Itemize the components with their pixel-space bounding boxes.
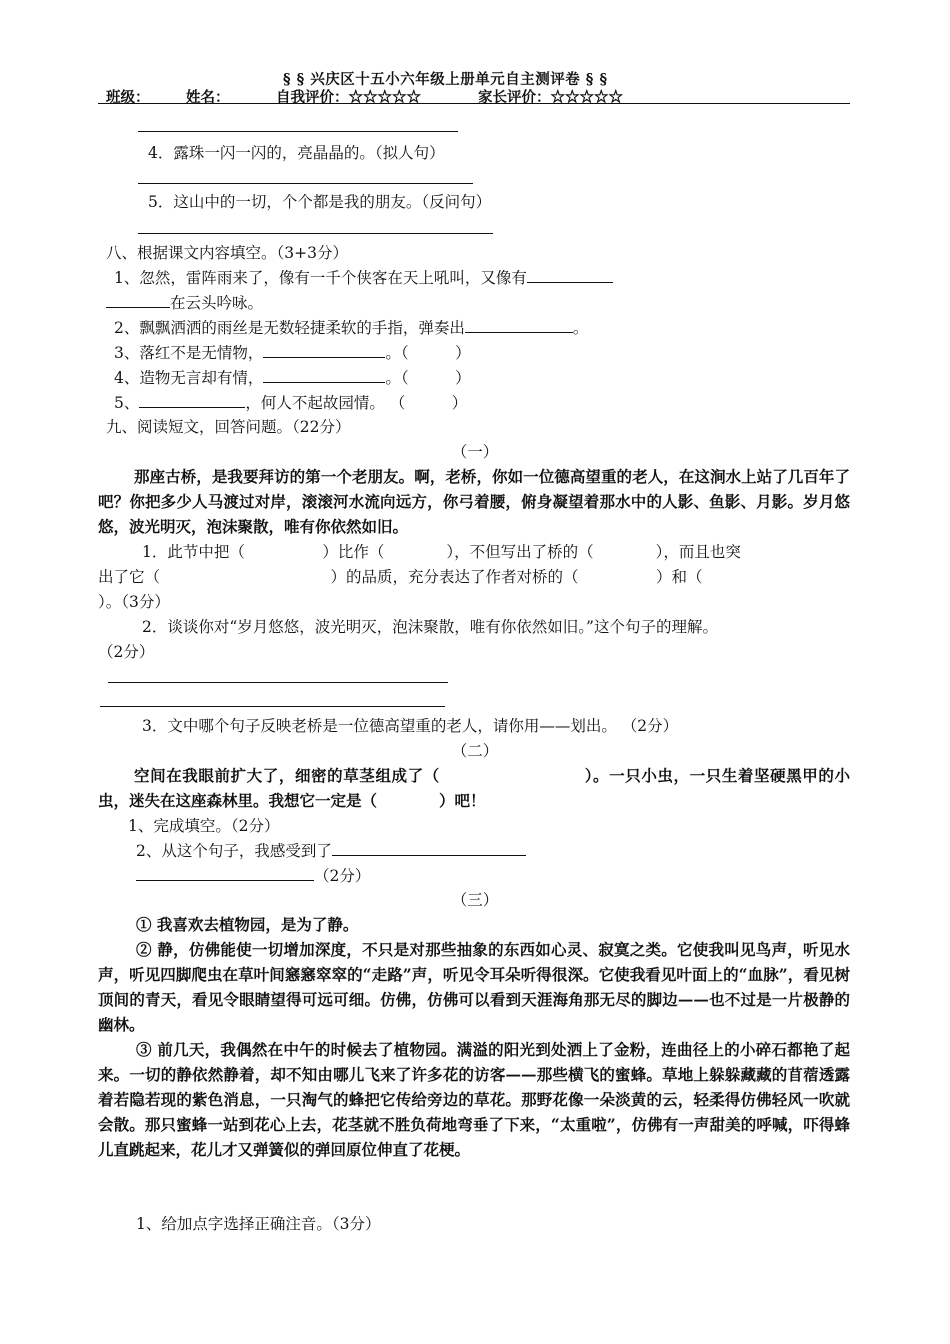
question-8-2-end: 。 <box>572 319 589 337</box>
part-3-heading: （三） <box>451 891 499 909</box>
parent-eval-label: 家长评价：☆☆☆☆☆ <box>478 89 623 106</box>
question-9-1-1-cont: 出了它（ ）的品质，充分表达了作者对桥的（ ）和（ <box>98 568 703 586</box>
name-label: 姓名： <box>186 89 230 106</box>
question-8-2-text: 2、飘飘洒洒的雨丝是无数轻捷柔软的手指，弹奏出 <box>114 319 465 337</box>
question-8-5 <box>114 391 467 413</box>
fill-blank <box>465 317 573 333</box>
part-1-heading: （一） <box>451 443 499 461</box>
section-9-title: 九、阅读短文，回答问题。（22分） <box>106 418 351 436</box>
question-9-2-2-cont <box>136 864 370 886</box>
question-8-1-text-b: 在云头吟咏。 <box>170 294 264 312</box>
fill-blank <box>139 392 245 408</box>
question-9-1-1: 1．此节中把（ ）比作（ ），不但写出了桥的（ ），而且也突 <box>142 543 741 561</box>
question-9-1-2: 2．谈谈你对“岁月悠悠，波光明灭，泡沫聚散，唯有你依然如旧。”这个句子的理解。 <box>142 618 718 636</box>
question-8-5-text: 5、 <box>114 394 140 412</box>
passage-1-text: 那座古桥，是我要拜访的第一个老朋友。啊，老桥，你如一位德高望重的老人，在这涧水上站了几百年了吧？你把多少人马渡过对岸，滚滚河水流向远方，你弓着腰，俯身凝望着那水中的人影、鱼影、月影。岁月悠悠，波光明灭，泡沫聚散，唯有你依然如旧。 <box>98 467 850 536</box>
part-2-heading: （二） <box>451 742 499 760</box>
passage-3 <box>98 912 850 1162</box>
self-eval-label: 自我评价：☆☆☆☆☆ <box>276 89 421 106</box>
passage-3-para-2: ② 静，仿佛能使一切增加深度，不只是对那些抽象的东西如心灵、寂寞之类。它使我叫见鸟声，听见水声，听见四脚爬虫在草叶间窸窸窣窣的“走路”声，听见令耳朵听得很深。它使我看见叶面上的“血脉”，看见树顶间的青天，看见令眼睛望得可远可细。仿佛，仿佛可以看到天涯海角那无尽的脚边——也不过是一片极静的幽林。 <box>98 940 850 1034</box>
fill-blank <box>136 865 314 881</box>
question-9-3-1: 1、给加点字选择正确注音。（3分） <box>136 1215 381 1233</box>
fill-blank <box>106 292 170 308</box>
fill-blank <box>332 840 526 856</box>
answer-line <box>138 131 458 132</box>
passage-2 <box>98 763 850 813</box>
header-fields <box>106 86 846 104</box>
question-9-2-2-score: （2分） <box>314 867 371 885</box>
question-8-4-end: 。（ ） <box>385 369 471 387</box>
question-7-4: 4．露珠一闪一闪的，亮晶晶的。（拟人句） <box>148 144 445 162</box>
question-8-1 <box>114 266 613 288</box>
question-9-2-2-text: 2、从这个句子，我感受到了 <box>136 842 332 860</box>
section-8-title: 八、根据课文内容填空。（3+3分） <box>106 244 348 262</box>
question-8-1-text: 1、忽然，雷阵雨来了，像有一千个侠客在天上吼叫，又像有 <box>114 269 527 287</box>
fill-blank <box>527 267 613 283</box>
question-8-4-text: 4、造物无言却有情， <box>114 369 264 387</box>
passage-1 <box>98 464 850 539</box>
exam-title: § § 兴庆区十五小六年级上册单元自主测评卷 § § <box>283 71 608 88</box>
question-9-1-2-score: （2分） <box>98 643 155 661</box>
passage-3-para-1: ① 我喜欢去植物园，是为了静。 <box>136 915 359 934</box>
question-9-1-3: 3．文中哪个句子反映老桥是一位德高望重的老人，请你用——划出。 （2分） <box>142 717 679 735</box>
question-8-3-text: 3、落红不是无情物， <box>114 344 264 362</box>
answer-line <box>138 183 473 184</box>
passage-2-text: 空间在我眼前扩大了，细密的草茎组成了（ ）。一只小虫，一只生着坚硬黑甲的小虫，迷失在这座森林里。我想它一定是（ ）吧！ <box>98 766 850 810</box>
question-9-2-2 <box>136 839 526 861</box>
question-8-1-cont <box>106 291 263 313</box>
answer-line <box>138 233 493 234</box>
question-9-2-1: 1、完成填空。（2分） <box>128 817 280 835</box>
question-7-5: 5．这山中的一切，个个都是我的朋友。（反问句） <box>148 193 492 211</box>
header-rule <box>98 103 850 104</box>
fill-blank <box>263 367 385 383</box>
question-8-3 <box>114 341 471 363</box>
class-label: 班级： <box>106 89 150 106</box>
question-8-2 <box>114 316 588 338</box>
question-8-5-end: ，何人不起故园情。 （ ） <box>245 394 468 412</box>
passage-3-para-3: ③ 前几天，我偶然在中午的时候去了植物园。满溢的阳光到处洒上了金粉，连曲径上的小碎石都艳了起来。一切的静依然静着，却不知由哪儿飞来了许多花的访客——那些横飞的蜜蜂。草地上躲躲藏藏的苜蓿透露着若隐若现的紫色消息，一只淘气的蜂把它传给旁边的草花。那野花像一朵淡黄的云，轻柔得仿佛轻风一吹就会散。那只蜜蜂一站到花心上去，花茎就不胜负荷地弯垂了下来，“太重啦”，仿佛有一声甜美的呼喊，吓得蜂儿直跳起来，花儿才又弹簧似的弹回原位伸直了花梗。 <box>98 1040 850 1159</box>
question-8-4 <box>114 366 471 388</box>
answer-line <box>100 706 445 707</box>
answer-line <box>108 682 448 683</box>
question-9-1-1-end: ）。（3分） <box>98 593 170 611</box>
fill-blank <box>263 342 385 358</box>
question-8-3-end: 。（ ） <box>385 344 471 362</box>
